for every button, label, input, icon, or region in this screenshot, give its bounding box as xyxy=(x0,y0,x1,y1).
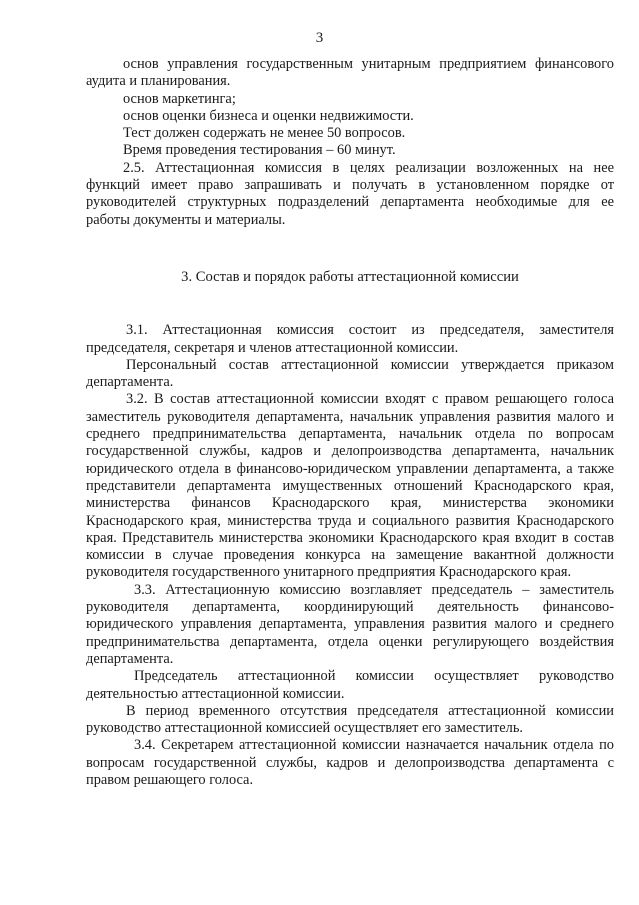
paragraph: основ оценки бизнеса и оценки недвижимости. xyxy=(123,107,414,124)
paragraph: основ управления государственным унитарным предприятием финансового аудита и планирования. xyxy=(86,56,614,90)
paragraph: Время проведения тестирования – 60 минут. xyxy=(123,142,396,159)
paragraph: 3.3. Аттестационную комиссию возглавляет председатель – заместитель руководителя департамента, координирующий деятельность финансово-юридического управления департамента, управления развития малого и среднего предпринимательства департамента, отдела оценки регулирующего воздействия департамента. xyxy=(86,581,614,667)
paragraph: Тест должен содержать не менее 50 вопросов. xyxy=(123,125,406,142)
paragraph: В период временного отсутствия председателя аттестационной комиссии руководство аттестационной комиссией осуществляет его заместитель. xyxy=(86,702,614,737)
section-heading: 3. Состав и порядок работы аттестационной комиссии xyxy=(181,268,519,285)
paragraph: 2.5. Аттестационная комиссия в целях реализации возложенных на нее функций имеет право запрашивать и получать в установленном порядке от руководителей структурных подразделений департамента необходимые для ее работы документы и материалы. xyxy=(86,159,614,228)
paragraph: основ маркетинга; xyxy=(123,90,236,107)
paragraph: 3.1. Аттестационная комиссия состоит из председателя, заместителя председателя, секретаря и членов аттестационной комиссии. xyxy=(86,322,614,356)
document-body xyxy=(86,56,614,789)
paragraph: 3.4. Секретарем аттестационной комиссии назначается начальник отдела по вопросам государственной службы, кадров и делопроизводства департамента с правом решающего голоса. xyxy=(86,737,614,788)
paragraph: 3.2. В состав аттестационной комиссии входят с правом решающего голоса заместитель руководителя департамента, начальник управления развития малого и среднего предпринимательства департамента, начальник отдела по вопросам государственной службы, кадров и делопроизводства департамента, начальник юридического отдела в финансово-юридическом управлении департамента, а также представители департамента имущественных отношений Краснодарского края, министерства финансов Краснодарского края, министерства экономики Краснодарского края, министерства труда и социального развития Краснодарского края. Представитель министерства экономики Краснодарского края входит в состав комиссии в случае проведения конкурса на замещение вакантной должности руководителя государственного унитарного предприятия Краснодарского края. xyxy=(86,391,614,581)
page-number: 3 xyxy=(315,30,324,46)
paragraph: Председатель аттестационной комиссии осуществляет руководство деятельностью аттестационной комиссии. xyxy=(86,668,614,702)
paragraph: Персональный состав аттестационной комиссии утверждается приказом департамента. xyxy=(86,356,614,391)
